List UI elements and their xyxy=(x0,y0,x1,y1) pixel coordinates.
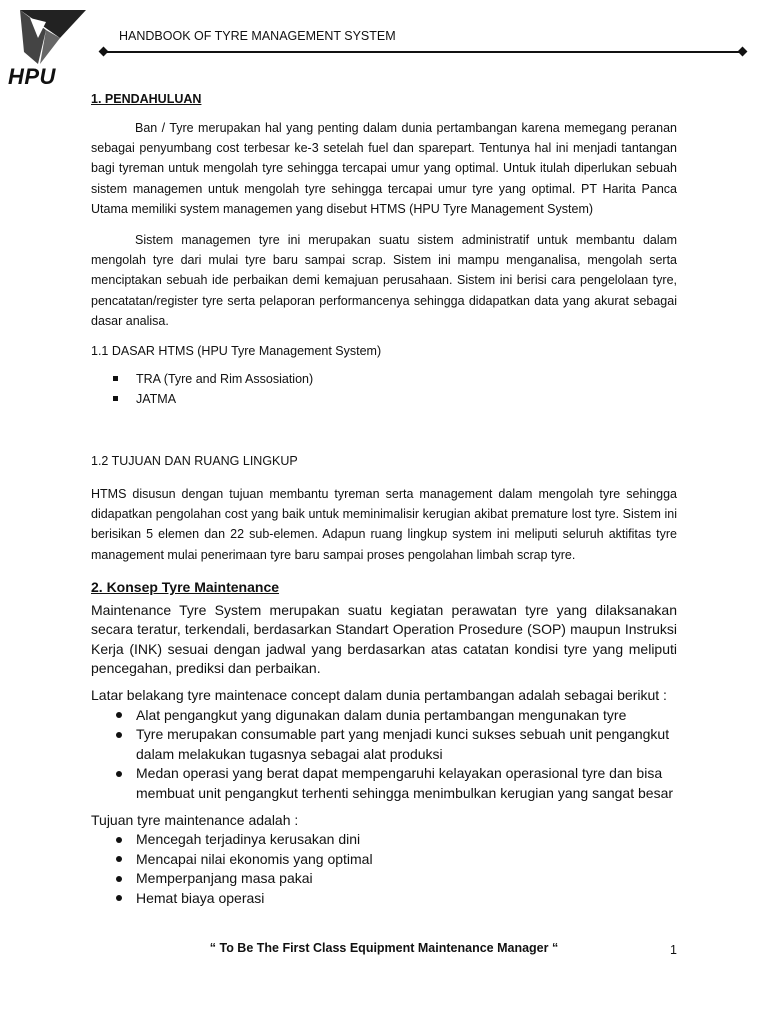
sub1-heading: 1.1 DASAR HTMS (HPU Tyre Management System) xyxy=(91,344,382,359)
header-divider xyxy=(103,51,743,53)
page-content xyxy=(91,92,677,908)
page-number: 1 xyxy=(670,943,677,957)
footer-motto: “ To Be The First Class Equipment Maintenance Manager “ xyxy=(209,941,559,955)
header-title: HANDBOOK OF TYRE MANAGEMENT SYSTEM xyxy=(119,29,396,43)
sub1-list xyxy=(91,369,677,409)
list-item: Medan operasi yang berat dapat mempengaruhi kelayakan operasional tyre dan bisa membuat unit pengangkut terhenti sehingga menimbulkan kerugian yang sangat besar xyxy=(116,764,677,803)
list-item: Alat pengangkut yang digunakan dalam dunia pertambangan mengunakan tyre xyxy=(116,706,677,725)
list-item: Mencapai nilai ekonomis yang optimal xyxy=(116,850,677,869)
section2-heading: 2. Konsep Tyre Maintenance xyxy=(91,578,280,595)
list-item: Hemat biaya operasi xyxy=(116,889,677,908)
sub2-heading: 1.2 TUJUAN DAN RUANG LINGKUP xyxy=(91,454,298,469)
list-item: Memperpanjang masa pakai xyxy=(116,869,677,888)
section1-para2: Sistem managemen tyre ini merupakan suatu sistem administratif untuk membantu dalam mengolah tyre dari mulai tyre baru sampai scrap. Sistem ini mampu menganalisa, mengolah serta menciptakan sebuah ide perbaikan demi kemajuan perusahaan. Sistem ini berisi cara pengelolaan tyre, pencatatan/register tyre serta pelaporan performancenya sehingga didapatkan data yang akurat sebagai dasar analisa. xyxy=(91,233,677,328)
section1-para1: Ban / Tyre merupakan hal yang penting dalam dunia pertambangan karena memegang peranan sebagai penyumbang cost terbesar ke-3 setelah fuel dan sparepart. Tentunya hal ini menjadi tantangan bagi tyreman untuk mengolah tyre sehingga tercapai umur yang optimal. Untuk itulah diperlukan sebuah sistem managemen untuk mengolah tyre sehingga tercapai umur tyre yang optimal. PT Harita Panca Utama memiliki system managemen yang disebut HTMS (HPU Tyre Management System) xyxy=(91,121,677,216)
list-item: Mencegah terjadinya kerusakan dini xyxy=(116,830,677,849)
list-item: JATMA xyxy=(111,389,677,409)
section2-para1: Maintenance Tyre System merupakan suatu kegiatan perawatan tyre yang dilaksanakan secara teratur, terkendali, berdasarkan Standart Operation Prosedure (SOP) maupun Instruksi Kerja (INK) sesuai dengan jadwal yang berdasarkan atas catatan kondisi tyre yang meliputi pencegahan, prediksi dan perbaikan. xyxy=(91,601,677,677)
section1-heading: 1. PENDAHULUAN xyxy=(91,92,202,106)
sub2-para: HTMS disusun dengan tujuan membantu tyreman serta management dalam mengolah tyre sehingga didapatkan pengolahan cost yang baik untuk meminimalisir kerugian akibat premature lost tyre. Sistem ini berisikan 5 elemen dan 22 sub-elemen. Adapun ruang lingkup system ini meliputi seluruh aktifitas tyre management mulai penerimaan tyre baru sampai proses pengolahan limbah scrap tyre. xyxy=(91,487,677,562)
list-item: TRA (Tyre and Rim Assosiation) xyxy=(111,369,677,389)
background-intro: Latar belakang tyre maintenace concept dalam dunia pertambangan adalah sebagai berikut : xyxy=(91,687,667,704)
goals-list xyxy=(91,830,677,908)
hpu-logo-mark-icon xyxy=(16,8,88,66)
list-item: Tyre merupakan consumable part yang menjadi kunci sukses sebuah unit pengangkut dalam melakukan tugasnya sebagai alat produksi xyxy=(116,725,677,764)
background-list xyxy=(91,706,677,803)
goals-intro: Tujuan tyre maintenance adalah : xyxy=(91,811,299,828)
hpu-logo xyxy=(6,8,90,89)
logo-text: HPU xyxy=(8,64,56,89)
